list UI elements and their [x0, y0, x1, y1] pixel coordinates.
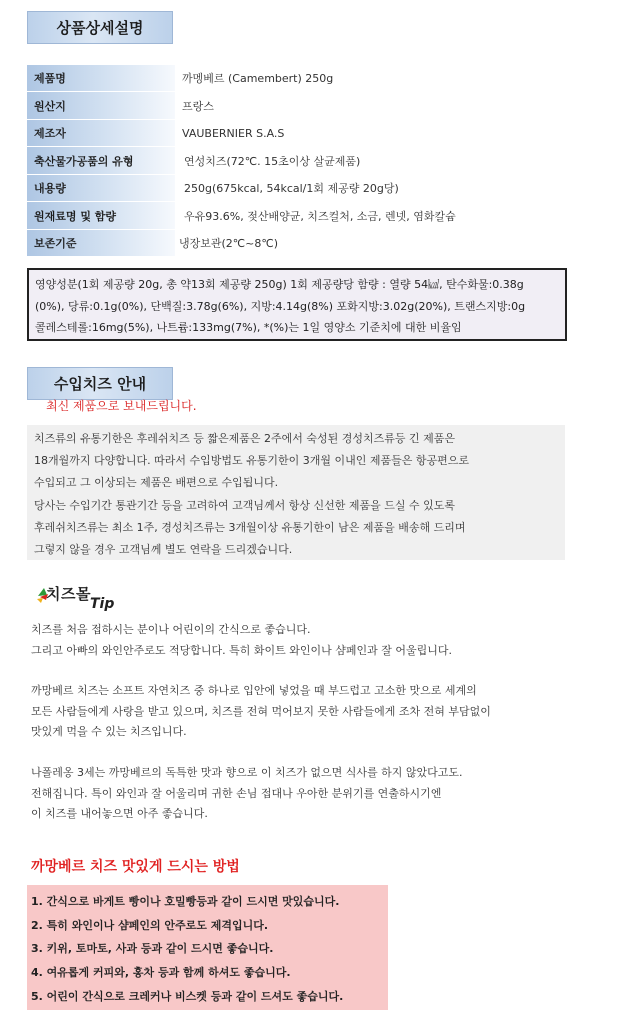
info-value: 까멩베르 (Camembert) 250g: [182, 72, 334, 86]
info-row-manufacturer: [27, 120, 592, 146]
tip-line: 까망베르 치즈는 소프트 자연치즈 중 하나로 입안에 넣었을 때 부드럽고 고소한 맛으로 세계의: [31, 684, 477, 697]
tip-line: 나폴레옹 3세는 까망베르의 독특한 맛과 향으로 이 치즈가 없으면 식사를 하지 않았다고도.: [31, 766, 463, 779]
tip-line: 맛있게 먹을 수 있는 치즈입니다.: [31, 725, 187, 738]
info-label: 보존기준: [27, 230, 175, 256]
import-line: 수입되고 그 이상되는 제품은 배편으로 수입됩니다.: [34, 476, 279, 490]
info-row-origin: [27, 92, 592, 118]
tip-line: 치즈를 처음 접하시는 분이나 어린이의 간식으로 좋습니다.: [31, 623, 311, 636]
info-row-ingredients: [27, 202, 592, 228]
tip-text: Tip: [90, 596, 115, 612]
freshness-note: 최신 제품으로 보내드립니다.: [46, 399, 197, 413]
product-info-table: [27, 65, 592, 257]
import-line: 18개월까지 다양합니다. 따라서 수입방법도 유통기한이 3개월 이내인 제품들은 항공편으로: [34, 454, 469, 468]
import-cheese-header: 수입치즈 안내: [27, 367, 173, 400]
info-label: 축산물가공품의 유형: [27, 147, 175, 173]
nutrition-line: 콜레스테롤:16mg(5%), 나트륨:133mg(7%), *(%)는 1일 영양소 기준치에 대한 비율임: [35, 321, 462, 334]
info-row-type: [27, 147, 592, 173]
serving-method-title: 까망베르 치즈 맛있게 드시는 방법: [31, 859, 240, 875]
nutrition-info-box: [27, 268, 567, 341]
method-item: 5. 어린이 간식으로 크레커나 비스켓 등과 같이 드셔도 좋습니다.: [31, 990, 344, 1004]
nutrition-line: 영양성분(1회 제공량 20g, 총 약13회 제공량 250g) 1회 제공량당 함량 : 열량 54㎉, 탄수화물:0.38g: [35, 278, 524, 291]
info-value: 연성치즈(72℃. 15초이상 살균제품): [184, 154, 361, 168]
nutrition-line: (0%), 당류:0.1g(0%), 단백질:3.78g(6%), 지방:4.14g(8%) 포화지방:3.02g(20%), 트랜스지방:0g: [35, 299, 526, 313]
method-item: 4. 여유롭게 커피와, 홍차 등과 함께 하셔도 좋습니다.: [31, 966, 291, 980]
import-line: 후레쉬치즈류는 최소 1주, 경성치즈류는 3개월이상 유통기한이 남은 제품을 배송해 드리며: [34, 520, 466, 534]
tip-line: 그리고 아빠의 와인안주로도 적당합니다. 특히 화이트 와인이나 샴페인과 잘 어울립니다.: [31, 643, 452, 657]
import-line: 치즈류의 유통기한은 후레쉬치즈 등 짧은제품은 2주에서 숙성된 경성치즈류등 긴 제품은: [34, 432, 456, 445]
method-item: 1. 간식으로 바게트 빵이나 호밀빵등과 같이 드시면 맛있습니다.: [31, 894, 340, 908]
tip-paragraph: [31, 620, 452, 661]
cheese-mall-tip-logo: [34, 582, 124, 616]
serving-method-box: [27, 885, 388, 1010]
import-info-box: [27, 425, 565, 560]
info-row-storage: [27, 230, 592, 256]
info-row-content: [27, 175, 592, 201]
tip-line: 전해집니다. 특이 와인과 잘 어울리며 귀한 손님 접대나 우아한 분위기를 연출하시기엔: [31, 786, 442, 800]
info-value: 우유93.6%, 젖산배양균, 치즈컬처, 소금, 렌넷, 염화칼슘: [184, 209, 456, 223]
tip-paragraph: [31, 763, 463, 825]
tip-paragraph: [31, 681, 491, 743]
tip-brand-text: 치즈몰: [46, 585, 91, 603]
info-value: VAUBERNIER S.A.S: [182, 126, 285, 140]
info-row-name: [27, 65, 592, 91]
info-value: 프랑스: [182, 99, 214, 113]
tip-line: 모든 사람들에게 사랑을 받고 있으며, 치즈를 전혀 먹어보지 못한 사람들에게 조차 전혀 부담없이: [31, 704, 491, 718]
import-line: 당사는 수입기간 통관기간 등을 고려하여 고객님께서 항상 신선한 제품을 드실 수 있도록: [34, 498, 455, 512]
info-label: 원재료명 및 함량: [27, 202, 175, 228]
method-item: 2. 특히 와인이나 샴페인의 안주로도 제격입니다.: [31, 918, 269, 932]
tip-line: 이 치즈를 내어놓으면 아주 좋습니다.: [31, 807, 208, 820]
info-label: 원산지: [27, 92, 175, 118]
info-value: 냉장보관(2℃~8℃): [179, 237, 279, 250]
import-line: 그렇지 않을 경우 고객님께 별도 연락을 드리겠습니다.: [34, 543, 293, 557]
info-label: 제조자: [27, 120, 175, 146]
method-item: 3. 키위, 토마토, 사과 등과 같이 드시면 좋습니다.: [31, 942, 274, 956]
info-value: 250g(675kcal, 54kcal/1회 제공량 20g당): [184, 182, 399, 196]
info-label: 제품명: [27, 65, 175, 91]
product-detail-header: 상품상세설명: [27, 11, 173, 44]
info-label: 내용량: [27, 175, 175, 201]
